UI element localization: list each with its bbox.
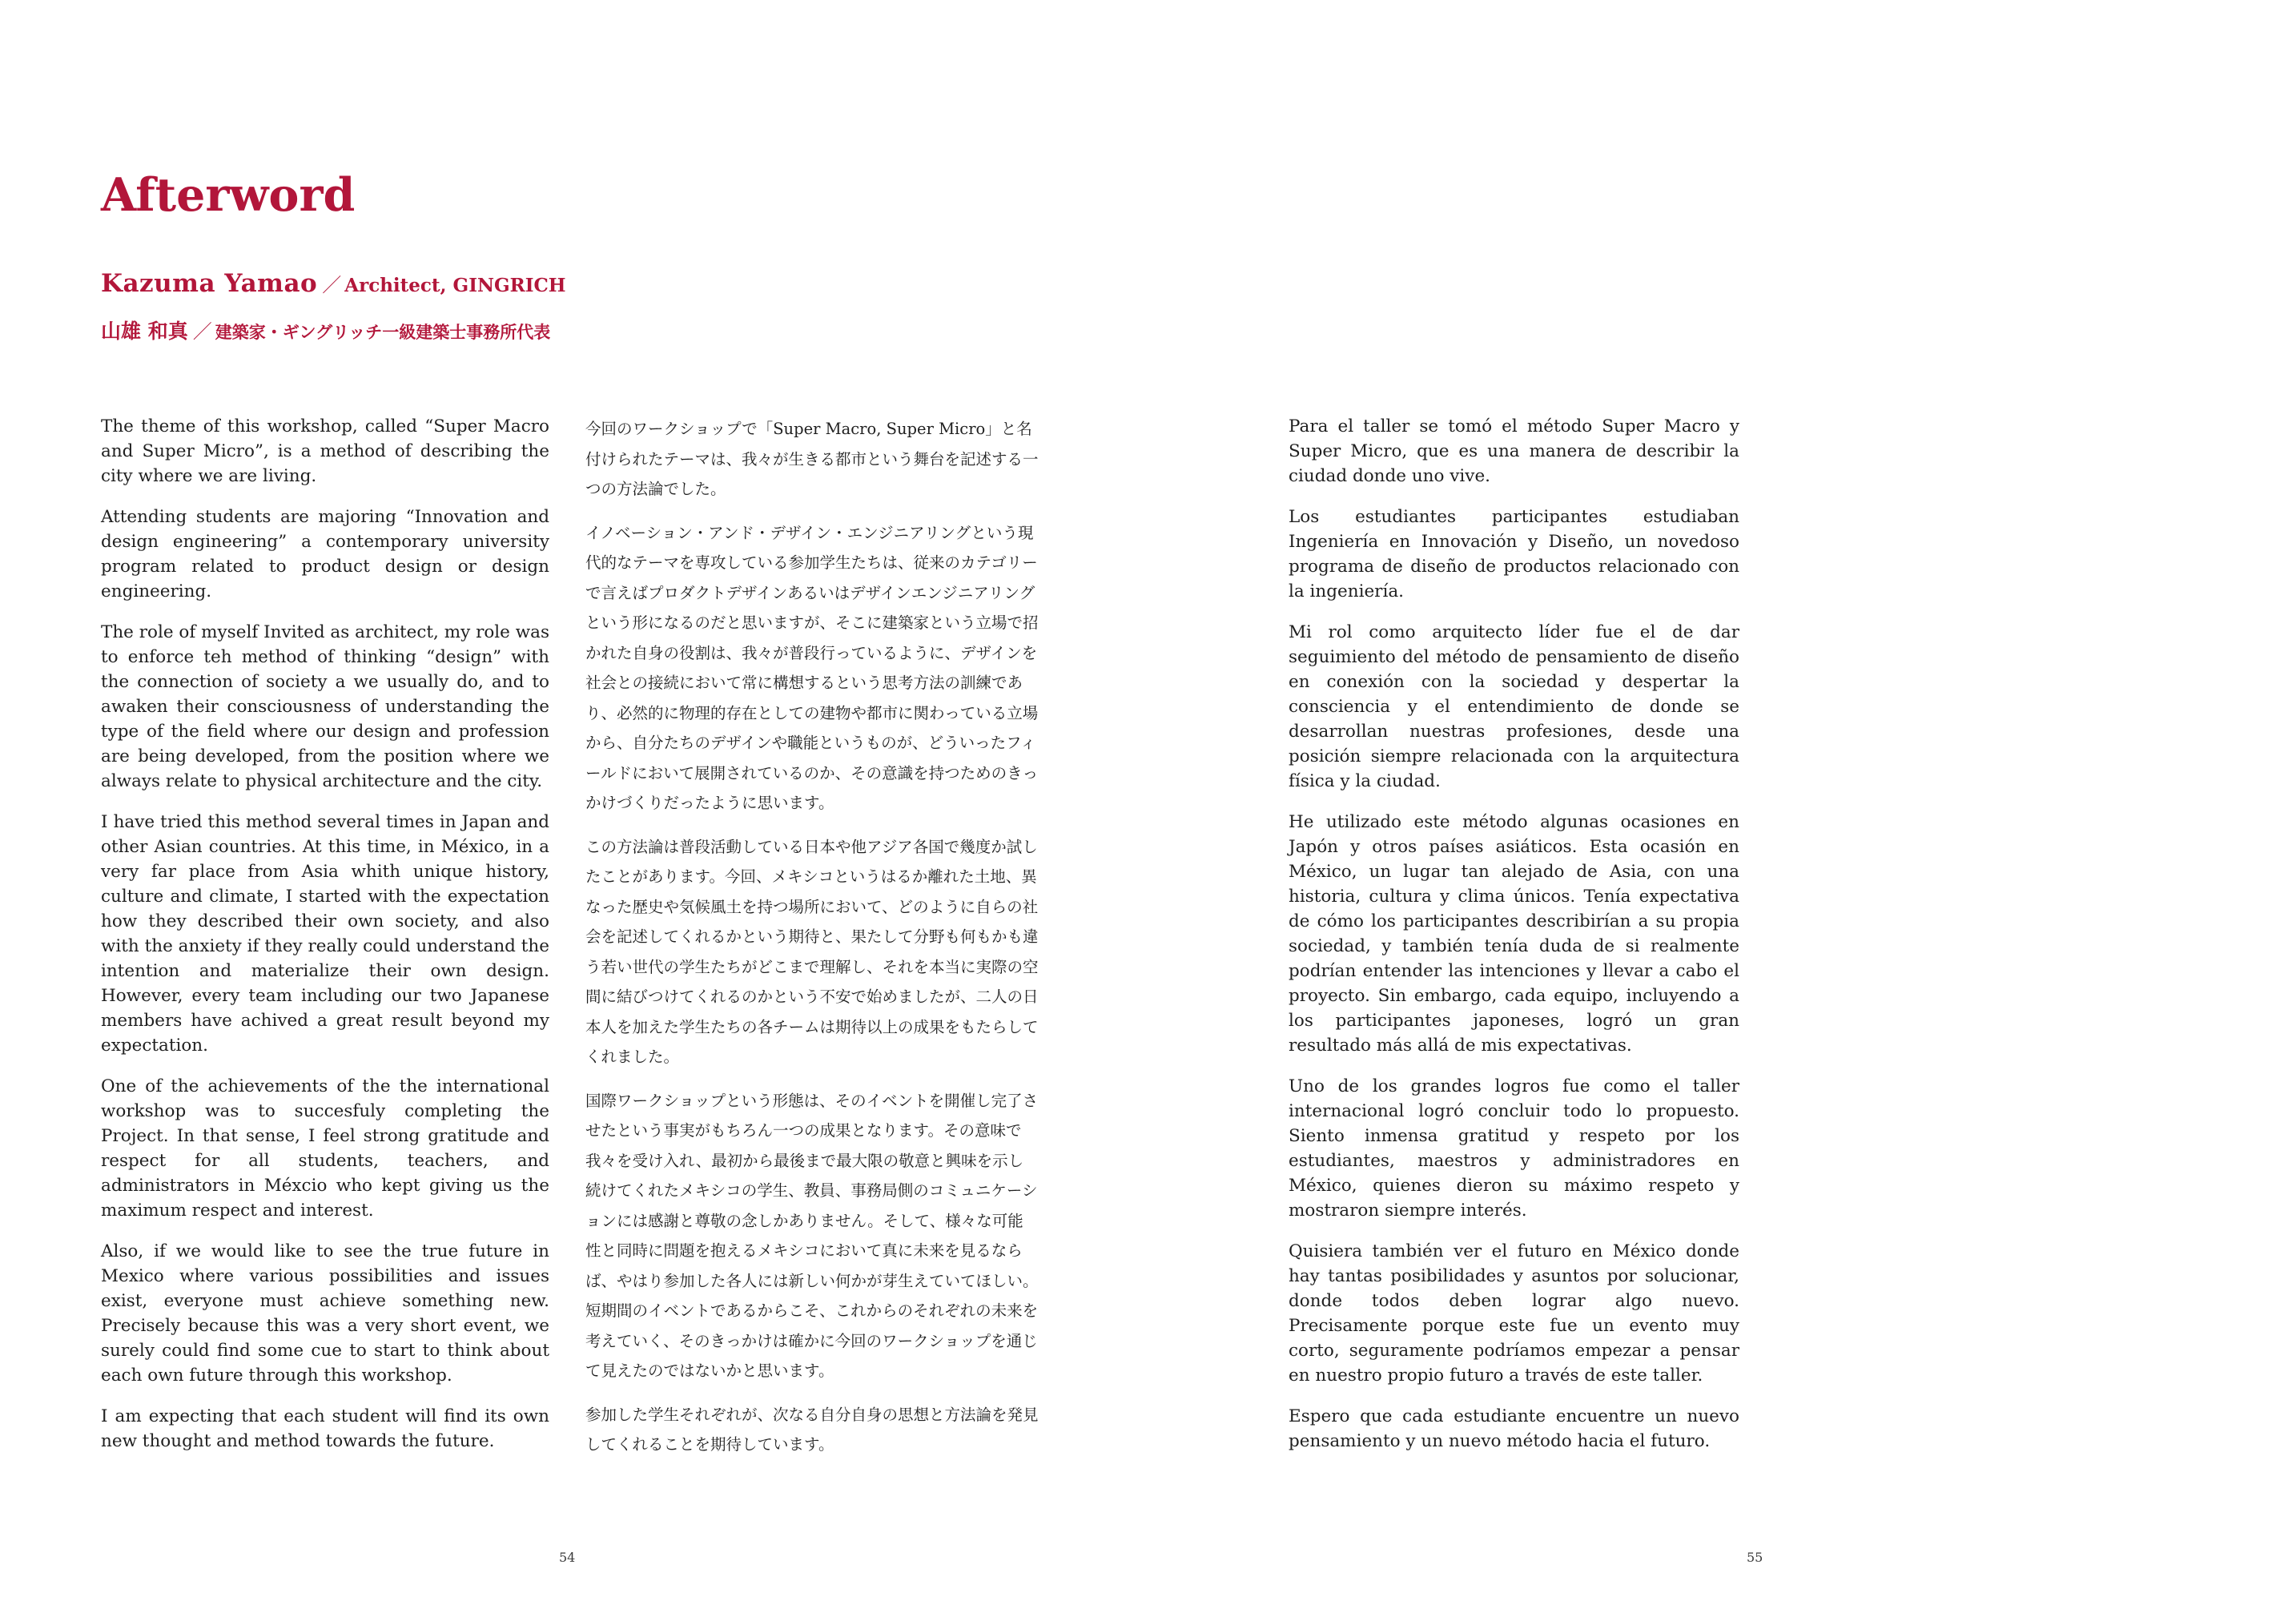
paragraph: Los estudiantes participantes estudiaban Ingeniería en Innovación y Diseño, un novedoso programa de diseño de productos relacionado con la ingeniería. [1289,507,1739,601]
author-name: Kazuma Yamao [101,269,318,298]
paragraph: One of the achievements of the the international workshop was to succesfuly completing the Project. In that sense, I feel strong gratitude and respect for all students, teachers, and administrators in Méxcio who kept giving us the maximum respect and interest. [101,1076,549,1221]
paragraph: Quisiera también ver el futuro en México donde hay tantas posibilidades y asuntos por solucionar, donde todos deben lograr algo nuevo. Precisamente porque este fue un evento muy corto, seguramente podríamos empezar a pensar en nuestro propio futuro a través de este taller. [1289,1241,1739,1386]
paragraph: Also, if we would like to see the true future in Mexico where various possibilities and issues exist, everyone must achieve something new. Precisely because this was a very short event, we surely could find some cue to start to think about each own future through this workshop. [101,1241,549,1386]
spanish-column [1289,414,1739,1470]
paragraph: 今回のワークショップで「Super Macro, Super Micro」と名付けられたテーマは、我々が生きる都市という舞台を記述する一つの方法論でした。 [585,420,1039,498]
paragraph: Attending students are majoring “Innovation and design engineering” a contemporary university program related to product design or design engineering. [101,507,549,601]
page-number-right: 55 [1747,1550,1763,1565]
japanese-column [585,414,1039,1474]
paragraph: Espero que cada estudiante encuentre un nuevo pensamiento y un nuevo método hacia el futuro. [1289,1406,1739,1451]
paragraph: 国際ワークショップという形態は、そのイベントを開催し完了させたという事実がもちろん一つの成果となります。その意味で我々を受け入れ、最初から最後まで最大限の敬意と興味を示し続けてくれたメキシコの学生、教員、事務局側のコミュニケーションには感謝と尊敬の念しかありません。そして、様々な可能性と同時に問題を抱えるメキシコにおいて真に未来を見るならば、やはり参加した各人には新しい何かが芽生えていてほしい。短期間のイベントであるからこそ、これからのそれぞれの未来を考えていく、そのきっかけは確かに今回のワークショップを通じて見えたのではないかと思います。 [585,1091,1039,1380]
paragraph: 参加した学生それぞれが、次なる自分自身の思想と方法論を発見してくれることを期待しています。 [585,1405,1039,1454]
author-line [101,269,566,298]
author-line-japanese [101,316,550,344]
paragraph: The theme of this workshop, called “Super Macro and Super Micro”, is a method of describing the city where we are living. [101,416,549,486]
paragraph: He utilizado este método algunas ocasiones en Japón y otros países asiáticos. Esta ocasión en México, un lugar tan alejado de Asia, con una historia, cultura y clima únicos. Tenía expectativa de cómo los participantes describirían a su propia sociedad, y también tenía duda de si realmente podrían entender las intenciones y llevar a cabo el proyecto. Sin embargo, cada equipo, incluyendo a los participantes japoneses, logró un gran resultado más allá de mis expectativas. [1289,812,1739,1056]
paragraph: この方法論は普段活動している日本や他アジア各国で幾度か試したことがあります。今回、メキシコというはるか離れた土地、異なった歴史や気候風土を持つ場所において、どのように自らの社会を記述してくれるかという期待と、果たして分野も何もかも違う若い世代の学生たちがどこまで理解し、それを本当に実際の空間に結びつけてくれるのかという不安で始めましたが、二人の日本人を加えた学生たちの各チームは期待以上の成果をもたらしてくれました。 [585,837,1039,1066]
paragraph: Mi rol como arquitecto líder fue el de dar seguimiento del método de pensamiento de diseño en conexión con la sociedad y despertar la consciencia y el entendimiento de donde se desarrollan nuestras profesiones, desde una posición siempre relacionada con la arquitectura física y la ciudad. [1289,622,1739,791]
paragraph: Uno de los grandes logros fue como el taller internacional logró concluir todo lo propuesto. Siento inmensa gratitud y respeto por los estudiantes, maestros y administradores en México, quienes dieron su máximo respeto y mostraron siempre interés. [1289,1076,1739,1221]
author-role: Architect, GINGRICH [344,275,566,296]
author-role-japanese: 建築家・ギングリッチ一級建築士事務所代表 [215,322,551,342]
author-separator-japanese: ／ [192,320,212,343]
page-number-left: 54 [559,1550,576,1565]
english-column [101,414,549,1470]
paragraph: The role of myself Invited as architect, my role was to enforce teh method of thinking “design” with the connection of society a we usually do, and to awaken their consciousness of understanding the type of the field where our design and profession are being developed, from the position where we always relate to physical architecture and the city. [101,622,549,791]
author-separator: ／ [322,274,342,296]
paragraph: イノベーション・アンド・デザイン・エンジニアリングという現代的なテーマを専攻している参加学生たちは、従来のカテゴリーで言えばプロダクトデザインあるいはデザインエンジニアリングという形になるのだと思いますが、そこに建築家という立場で招かれた自身の役割は、我々が普段行っているように、デザインを社会との接続において常に構想するという思考方法の訓練であり、必然的に物理的存在としての建物や都市に関わっている立場から、自分たちのデザインや職能というものが、どういったフィールドにおいて展開されているのか、その意識を持つためのきっかけづくりだったように思います。 [585,523,1039,812]
page-title: Afterword [101,168,356,222]
author-name-japanese: 山雄 和真 [101,320,188,343]
paragraph: Para el taller se tomó el método Super Macro y Super Micro, que es una manera de describir la ciudad donde uno vive. [1289,416,1739,486]
paragraph: I have tried this method several times in Japan and other Asian countries. At this time, in México, in a very far place from Asia whith unique history, culture and climate, I started with the expectation how they described their own society, and also with the anxiety if they really could understand the intention and materialize their own design. However, every team including our two Japanese members have achived a great result beyond my expectation. [101,812,549,1056]
paragraph: I am expecting that each student will find its own new thought and method towards the future. [101,1406,549,1451]
